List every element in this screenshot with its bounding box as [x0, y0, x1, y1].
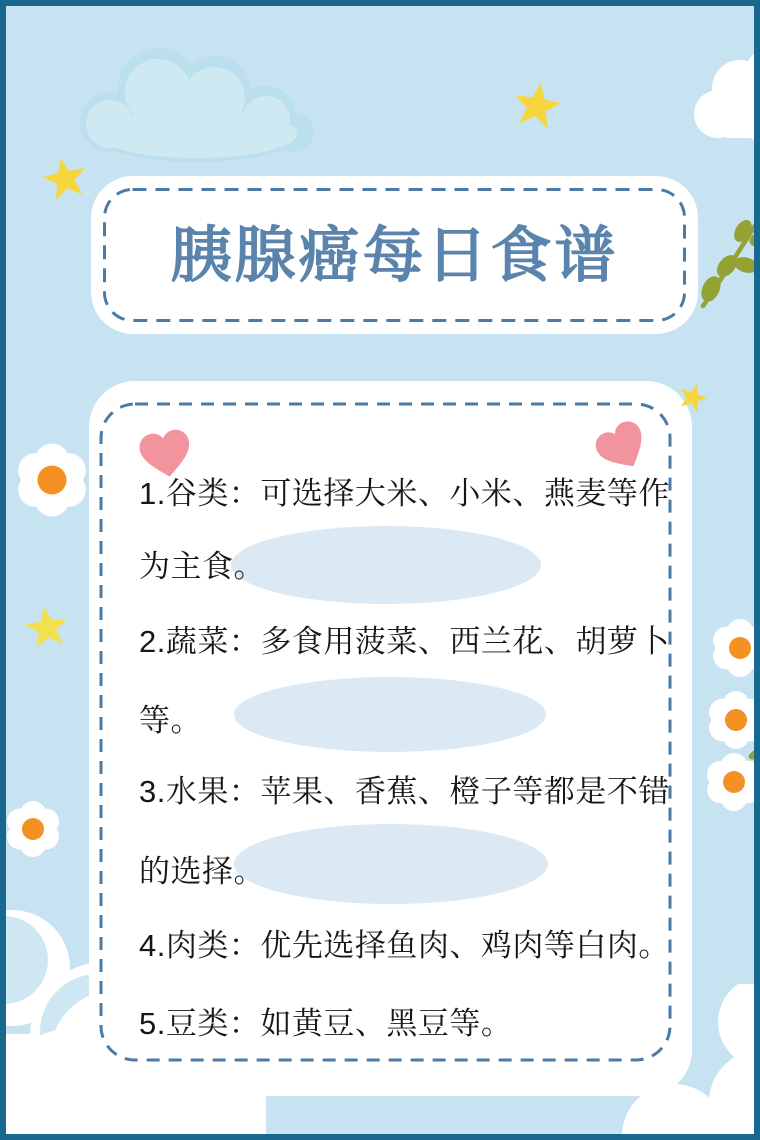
flower-icon — [6, 787, 78, 879]
star-icon — [38, 150, 93, 207]
diet-item-line: 2.蔬菜：多食用菠菜、西兰花、胡萝卜 — [139, 624, 670, 659]
highlight-ellipse — [234, 824, 548, 904]
flower-column-icon — [704, 608, 760, 818]
poster-title: 胰腺癌每日食谱 — [170, 220, 619, 289]
star-icon — [21, 599, 74, 655]
cloud-icon — [666, 48, 760, 140]
heart-icon — [591, 416, 656, 480]
branch-icon — [696, 209, 760, 311]
highlight-ellipse — [231, 526, 541, 604]
diet-item-line: 5.豆类：如黄豆、黑豆等。 — [139, 1006, 513, 1041]
diet-item-line: 为主食。 — [139, 549, 265, 584]
star-icon — [508, 76, 566, 134]
diet-item-line: 1.谷类：可选择大米、小米、燕麦等作 — [139, 476, 670, 511]
flower-icon — [6, 422, 102, 540]
title-card — [91, 176, 698, 334]
content-card — [89, 381, 692, 1096]
highlight-ellipse — [234, 677, 546, 752]
cloud-icon — [62, 40, 328, 164]
diet-item-line: 4.肉类：优先选择鱼肉、鸡肉等白肉。 — [139, 928, 670, 963]
diet-item-line: 的选择。 — [139, 854, 265, 889]
heart-icon — [137, 427, 195, 483]
diet-item-line: 3.水果：苹果、香蕉、橙子等都是不错 — [139, 774, 670, 809]
diet-item-line: 等。 — [139, 703, 202, 738]
